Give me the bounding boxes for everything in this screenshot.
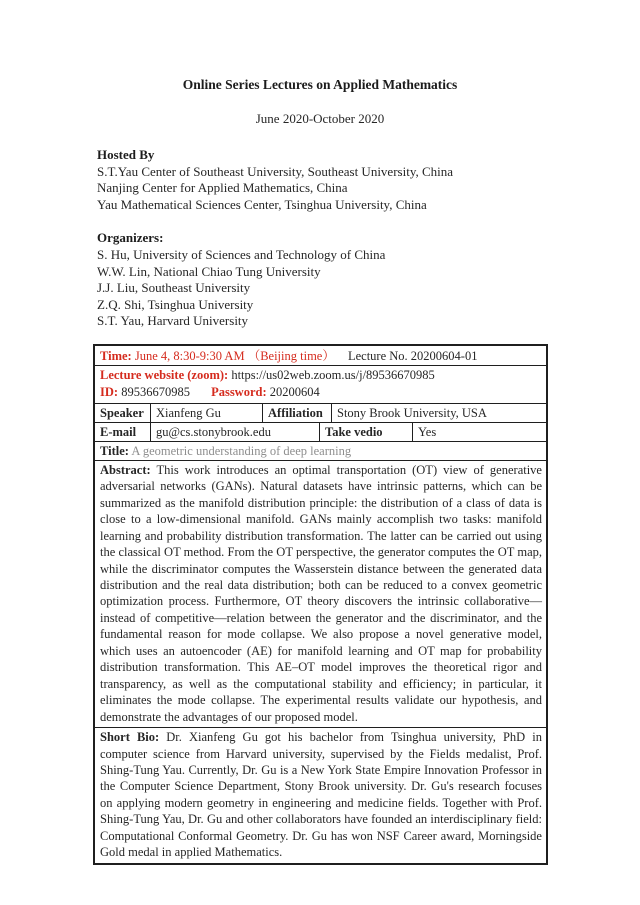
lecture-title-value: A geometric understanding of deep learning: [131, 443, 352, 458]
lecture-title-label: Title:: [100, 443, 129, 458]
time-value: June 4, 8:30-9:30 AM （Beijing time）: [134, 348, 335, 363]
organizer-item: W.W. Lin, National Chiao Tung University: [97, 263, 321, 279]
meeting-id-label: ID:: [100, 385, 119, 400]
organizer-item: Z.Q. Shi, Tsinghua University: [97, 296, 254, 312]
date-range: June 2020-October 2020: [255, 111, 385, 126]
speaker-value: Xianfeng Gu: [150, 404, 262, 422]
hosted-by-heading: Hosted By: [97, 147, 155, 162]
time-cell: [95, 346, 546, 365]
website-line: [100, 367, 542, 384]
organizer-item: S.T. Yau, Harvard University: [97, 313, 249, 329]
short-bio-text: Dr. Xianfeng Gu got his bachelor from Tsinghua university, PhD in computer science from Harvard university, supervised by the Fields medalist, Prof. Shing-Tung Yau. Currently, Dr. Gu is a New York State Empire Innovation Professor in the Computer Science Department, Stony Brook university. Dr. Gu's research focuses on applying modern geometry in engineering and medicine fields. Together with Prof. Shing-Tung Yau, Dr. Gu and other collaborators have founded an interdisciplinary field: Computational Conformal Geometry. Dr. Gu has won NSF Career award, Morningside Gold medal in applied Mathematics.: [100, 730, 542, 860]
website-label: Lecture website (zoom):: [100, 367, 229, 382]
lecture-title-row: [95, 441, 546, 460]
take-video-label: Take vedio: [319, 423, 412, 441]
time-label: Time:: [100, 348, 132, 363]
abstract-row: [95, 460, 546, 727]
email-label: E-mail: [100, 424, 137, 439]
short-bio-row: [95, 727, 546, 863]
short-bio-label: Short Bio:: [100, 730, 160, 745]
abstract-cell: [95, 461, 546, 727]
password-value: 20200604: [269, 385, 320, 400]
email-value: gu@cs.stonybrook.edu: [150, 423, 319, 441]
short-bio-cell: [95, 728, 546, 863]
affiliation-value: Stony Brook University, USA: [331, 404, 546, 422]
speaker-label: Speaker: [100, 405, 144, 420]
abstract-text: This work introduces an optimal transportation (OT) view of generative adversarial networks (GANs). Natural datasets have intrinsic patterns, which can be summarized as the manifold distribution principle: the distribution of a class of data is close to a low-dimensional manifold. GANs mainly accomplish two tasks: manifold learning and probability distribution transformation. The latter can be carried out using the classical OT method. From the OT perspective, the generator computes the OT map, while the discriminator computes the Wasserstein distance between the generated data distribution and the real data distribution; both can be reduced to a convex geometric optimization process. Furthermore, OT theory discovers the intrinsic collaborative—instead of competitive—relation between the generator and the discriminator, and the fundamental reason for mode collapse. We also propose a novel generative model, which uses an autoencoder (AE) for manifold learning and OT map for probability distribution transformation. This AE–OT model improves the theoretical rigor and transparency, as well as the computational stability and efficiency; in particular, it eliminates the mode collapse. The experimental results validate our hypothesis, and demonstrate the advantages of our proposed model.: [100, 462, 542, 724]
organizer-item: S. Hu, University of Sciences and Technology of China: [97, 246, 386, 262]
organizer-item: J.J. Liu, Southeast University: [97, 280, 251, 296]
take-video-value: Yes: [412, 423, 546, 441]
affiliation-label: Affiliation: [262, 404, 331, 422]
zoom-info-cell: [95, 366, 546, 403]
email-row: [95, 422, 546, 441]
id-password-line: [100, 384, 542, 401]
meeting-id-value: 89536670985: [121, 385, 190, 400]
password-label: Password:: [211, 385, 267, 400]
hosted-by-item: Yau Mathematical Sciences Center, Tsinghua University, China: [97, 196, 427, 212]
hosted-by-item: Nanjing Center for Applied Mathematics, China: [97, 180, 348, 196]
organizers-heading: Organizers:: [97, 230, 164, 246]
website-url: https://us02web.zoom.us/j/89536670985: [231, 367, 435, 382]
zoom-info-row: [95, 365, 546, 403]
page-title: Online Series Lectures on Applied Mathematics: [182, 77, 458, 92]
abstract-label: Abstract:: [100, 462, 151, 477]
hosted-by-section: [97, 147, 547, 213]
hosted-by-item: S.T.Yau Center of Southeast University, Southeast University, China: [97, 163, 454, 179]
lecture-number: Lecture No. 20200604-01: [347, 348, 478, 363]
organizers-section: [97, 230, 547, 330]
lecture-details-table: [93, 344, 548, 865]
lecture-title-cell: [95, 442, 546, 460]
speaker-row: [95, 403, 546, 422]
time-row: [95, 346, 546, 365]
